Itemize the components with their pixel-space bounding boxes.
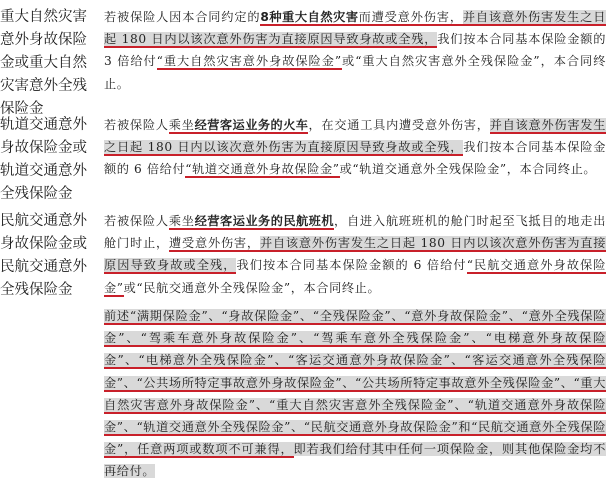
- clause-paragraph: [104, 6, 606, 95]
- clause-row-rail-transit: [0, 114, 608, 206]
- clause-row-exclusivity-note: [0, 305, 608, 479]
- clause-text: 若被保险人: [104, 118, 169, 132]
- clause-term: 轨道交通意外 身故保险金或 轨道交通意外 全残保险金: [0, 117, 87, 202]
- clause-body: [104, 210, 606, 299]
- clause-text: ，在交通工具内遭受意外伤害，: [308, 118, 490, 132]
- clause-paragraph: [104, 114, 606, 181]
- clause-text: 若被保险人: [104, 214, 169, 228]
- clause-row-natural-disaster: [0, 6, 608, 117]
- clause-text: 即若我们给付其中任何一项保险金，则其他保险金均不再给付。: [104, 442, 607, 479]
- clause-text: 并自该意外伤害发生之日起 180 日内以该次意外伤害为直接原因导致身故或全残，: [104, 10, 606, 47]
- clause-row-civil-aviation: [0, 210, 608, 302]
- clause-body: [104, 114, 606, 181]
- clause-text: 前述“满期保险金”、“身故保险金”、“全残保险金”、“意外身故保险金”、“意外全残保险金”、“驾乘车意外身故保险金”、“驾乘车意外全残保险金”、“电梯意外身故保险金”、“电梯意外全残保险金”、“客运交通意外身故保险金”、“客运交通意外全残保险金”、“公共场所特定事故意外身故保险金”、“公共场所特定事故意外全残保险金”、“重大自然灾害意外身故保险金”、“重大自然灾害意外全残保险金”、“轨道交通意外身故保险金”、“轨道交通意外全残保险金”、“民航交通意外身故保险金”和“民航交通意外全残保险金”，任意两项或数项不可兼得，: [104, 309, 606, 457]
- clause-text: 并自该意外伤害发生之日起 180 日内以该次意外伤害为直接原因导致身故或全残，: [104, 236, 606, 273]
- clause-paragraph: [104, 305, 606, 479]
- clause-text: “重大自然灾害意外身故保险金”: [156, 54, 342, 69]
- clause-text: 或“轨道交通意外全残保险金”，本合同终止。: [339, 162, 597, 177]
- clause-text: 或“重大自然灾害意外全残保险金”，本合同终止。: [104, 54, 606, 91]
- emphasis-text: 经营客运业务的火车: [194, 118, 309, 132]
- clause-text: 我们按本合同基本保险金额的 3 倍给付: [104, 32, 606, 69]
- clause-text: 并自该意外伤害发生之日起 180 日内以该次意外伤害为直接原因导致身故或全残，: [104, 118, 607, 155]
- clause-body: [104, 6, 606, 95]
- clause-text: 而遭受意外伤害，: [358, 10, 463, 24]
- clause-term: 民航交通意外 身故保险金或 民航交通意外 全残保险金: [0, 213, 87, 298]
- clause-text: 我们按本合同基本保险金额的 6 倍给付: [104, 140, 606, 177]
- emphasis-text: 8种重大自然灾害: [260, 10, 359, 24]
- clause-text: 若被保险人因本合同约定的: [104, 10, 261, 24]
- clause-text: 或“民航交通意外全残保险金”，本合同终止。: [123, 280, 381, 295]
- clause-text: 遭受意外伤害，: [168, 236, 260, 251]
- clause-text: ，自进入航班班机的舱门时起至飞抵目的地走出舱门时止，: [104, 214, 606, 251]
- clause-paragraph: [104, 210, 606, 299]
- clause-text: “民航交通意外身故保险金”: [104, 258, 606, 295]
- clause-text: 乘坐: [168, 118, 195, 132]
- clause-body: [104, 305, 606, 479]
- clause-text: “轨道交通意外身故保险金”: [185, 162, 340, 177]
- clause-text: 乘坐: [168, 214, 195, 228]
- emphasis-text: 经营客运业务的民航班机: [194, 214, 334, 228]
- clause-text: 我们按本合同基本保险金额的 6 倍给付: [236, 258, 467, 273]
- clause-term: 重大自然灾害 意外身故保险 金或重大自然 灾害意外全残 保险金: [0, 9, 87, 117]
